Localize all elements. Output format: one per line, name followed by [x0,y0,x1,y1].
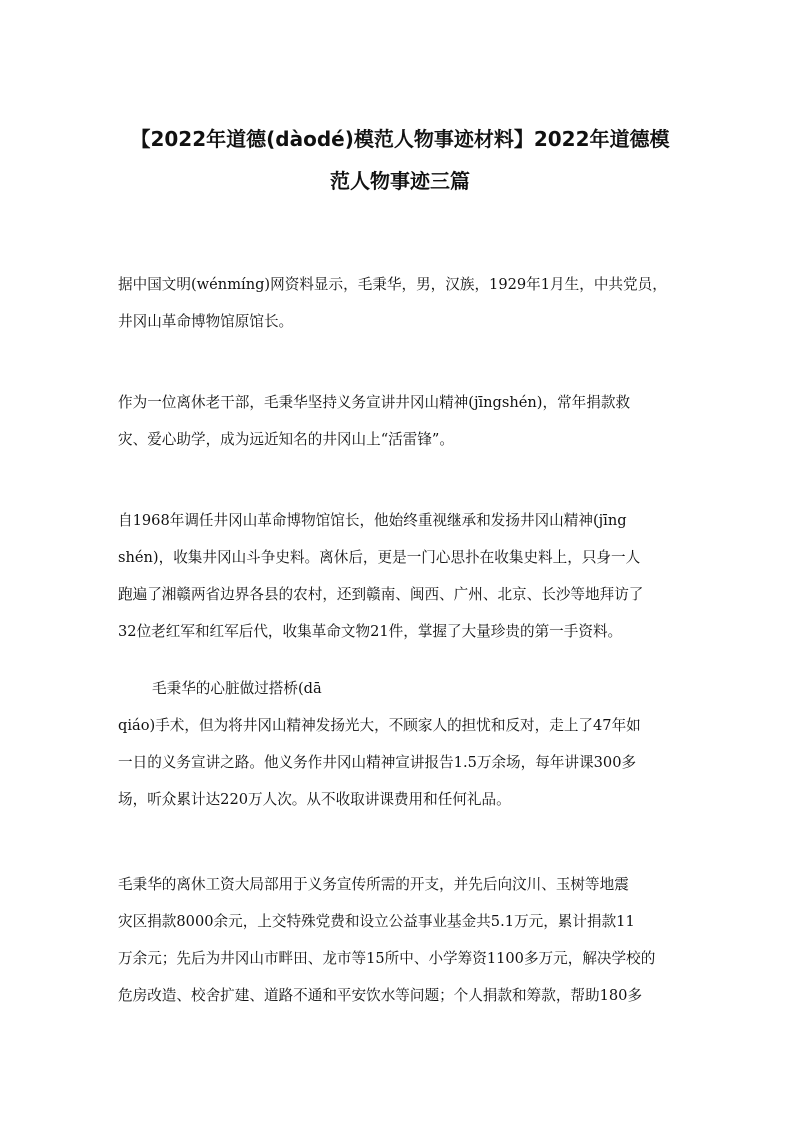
paragraph-line: 作为一位离休老干部，毛秉华坚持义务宣讲井冈山精神(jīngshén)，常年捐款救 [118,394,631,411]
paragraph-museum [118,502,684,650]
paragraph-line: 跑遍了湘赣两省边界各县的农村，还到赣南、闽西、广州、北京、长沙等地拜访了 [118,586,644,603]
paragraph-donations [118,866,684,1014]
paragraph-line: 灾、爱心助学，成为远近知名的井冈山上“活雷锋”。 [118,431,454,448]
paragraph-line: 32位老红军和红军后代，收集革命文物21件，掌握了大量珍贵的第一手资料。 [118,623,623,640]
title-line: 【2022年道德(dàodé)模范人物事迹材料】2022年道德模 [130,127,670,151]
paragraph-line: 一日的义务宣讲之路。他义务作井冈山精神宣讲报告1.5万余场，每年讲课300多 [118,754,637,771]
paragraph-line: 毛秉华的离休工资大局部用于义务宣传所需的开支，并先后向汶川、玉树等地震 [118,876,629,893]
paragraph-line: shén)，收集井冈山斗争史料。离休后，更是一门心思扑在收集史料上，只身一人 [118,549,641,566]
paragraph-intro [118,266,684,340]
paragraph-line: 万余元；先后为井冈山市畔田、龙市等15所中、小学筹资1100多万元，解决学校的 [118,950,656,967]
paragraph-line: 危房改造、校舍扩建、道路不通和平安饮水等问题；个人捐款和筹款，帮助180多 [118,987,643,1004]
paragraph-line: 毛秉华的心脏做过搭桥(dā [152,680,322,697]
paragraph-line: qiáo)手术，但为将井冈山精神发扬光大，不顾家人的担忧和反对，走上了47年如 [118,717,641,734]
paragraph-line: 自1968年调任井冈山革命博物馆馆长，他始终重视继承和发扬井冈山精神(jīng [118,512,627,529]
paragraph-line: 井冈山革命博物馆原馆长。 [118,313,294,330]
paragraph-volunteer [118,384,684,458]
paragraph-line: 场，听众累计达220万人次。从不收取讲课费用和任何礼品。 [118,791,511,808]
title-line: 范人物事迹三篇 [330,169,470,193]
paragraph-line: 灾区捐款8000余元，上交特殊党费和设立公益事业基金共5.1万元，累计捐款11 [118,913,635,930]
paragraph-line: 据中国文明(wénmíng)网资料显示，毛秉华，男，汉族，1929年1月生，中共党员， [118,276,667,293]
document-title [110,118,690,202]
paragraph-lectures [118,670,684,818]
